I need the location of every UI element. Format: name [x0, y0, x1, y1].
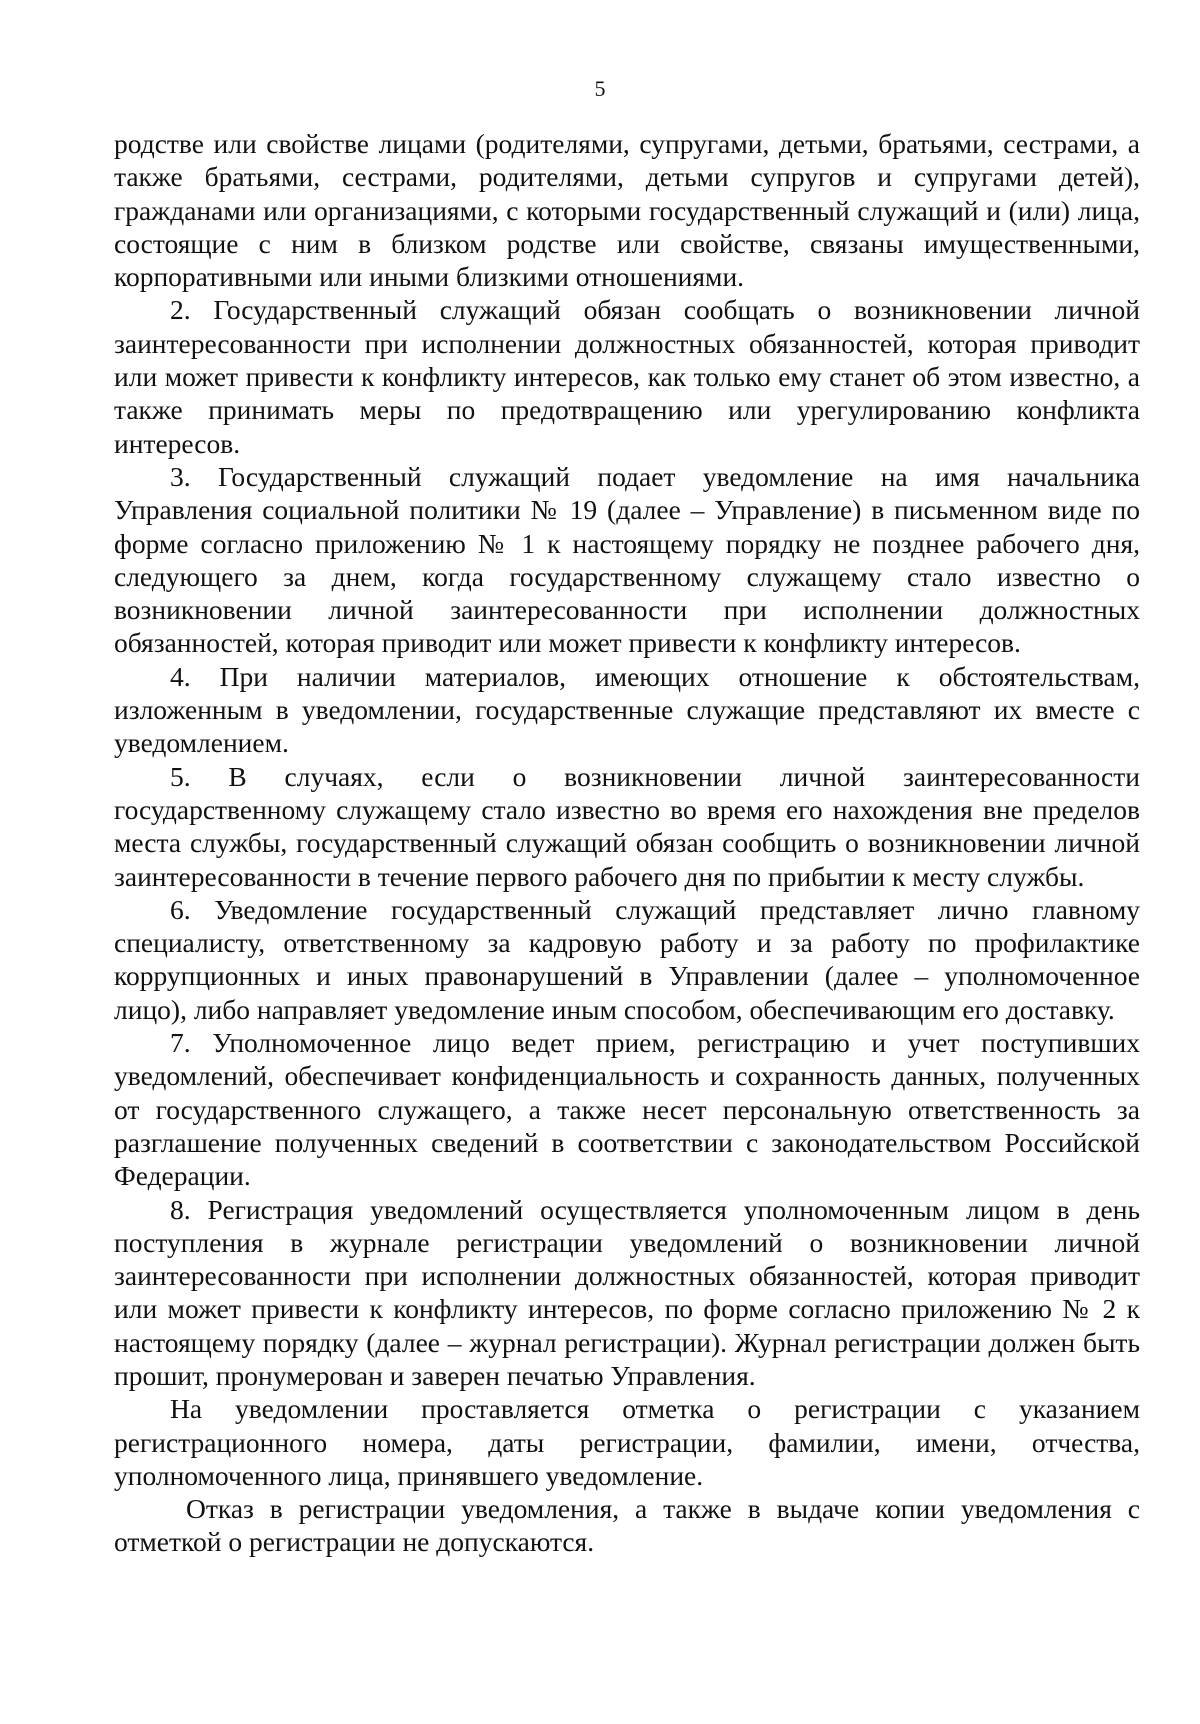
paragraph-registration-mark: На уведомлении проставляется отметка о регистрации с указанием регистрационного номера, даты регистрации, фамилии, имени, отчества, уполномоченного лица, принявшего уведомление.: [114, 1393, 1140, 1491]
paragraph-item-2: 2. Государственный служащий обязан сообщать о возникновении личной заинтересованности при исполнении должностных обязанностей, которая приводит или может привести к конфликту интересов, как только ему станет об этом известно, а также принимать меры по предотвращению или урегулированию конфликта интересов.: [114, 294, 1140, 459]
paragraph-continuation: родстве или свойстве лицами (родителями, супругами, детьми, братьями, сестрами, а также братьями, сестрами, родителями, детьми супругов и супругами детей), гражданами или организациями, с которыми государственный служащий и (или) лица, состоящие с ним в близком родстве или свойстве, связаны имущественными, корпоративными или иными близкими отношениями.: [114, 128, 1140, 293]
paragraph-item-3: 3. Государственный служащий подает уведомление на имя начальника Управления социальной политики № 19 (далее – Управление) в письменном виде по форме согласно приложению № 1 к настоящему порядку не позднее рабочего дня, следующего за днем, когда государственному служащему стало известно о возникновении личной заинтересованности при исполнении должностных обязанностей, которая приводит или может привести к конфликту интересов.: [114, 460, 1140, 659]
page-number: 5: [594, 76, 606, 101]
paragraph-item-6: 6. Уведомление государственный служащий представляет лично главному специалисту, ответственному за кадровую работу и за работу по профилактике коррупционных и иных правонарушений в Управлении (далее – уполномоченное лицо), либо направляет уведомление иным способом, обеспечивающим его доставку.: [114, 893, 1140, 1025]
paragraph-item-7: 7. Уполномоченное лицо ведет прием, регистрацию и учет поступивших уведомлений, обеспечивает конфиденциальность и сохранность данных, полученных от государственного служащего, а также несет персональную ответственность за разглашение полученных сведений в соответствии с законодательством Российской Федерации.: [114, 1027, 1140, 1192]
paragraph-item-5: 5. В случаях, если о возникновении личной заинтересованности государственному служащему стало известно во время его нахождения вне пределов места службы, государственный служащий обязан сообщить о возникновении личной заинтересованности в течение первого рабочего дня по прибытии к месту службы.: [114, 760, 1140, 892]
paragraph-item-4: 4. При наличии материалов, имеющих отношение к обстоятельствам, изложенным в уведомлении, государственные служащие представляют их вместе с уведомлением.: [114, 660, 1140, 759]
paragraph-refusal-not-allowed: Отказ в регистрации уведомления, а также в выдаче копии уведомления с отметкой о регистрации не допускаются.: [114, 1493, 1140, 1558]
paragraph-item-8: 8. Регистрация уведомлений осуществляется уполномоченным лицом в день поступления в журнале регистрации уведомлений о возникновении личной заинтересованности при исполнении должностных обязанностей, которая приводит или может привести к конфликту интересов, по форме согласно приложению № 2 к настоящему порядку (далее – журнал регистрации). Журнал регистрации должен быть прошит, пронумерован и заверен печатью Управления.: [114, 1193, 1140, 1391]
document-body: [114, 127, 1140, 1559]
